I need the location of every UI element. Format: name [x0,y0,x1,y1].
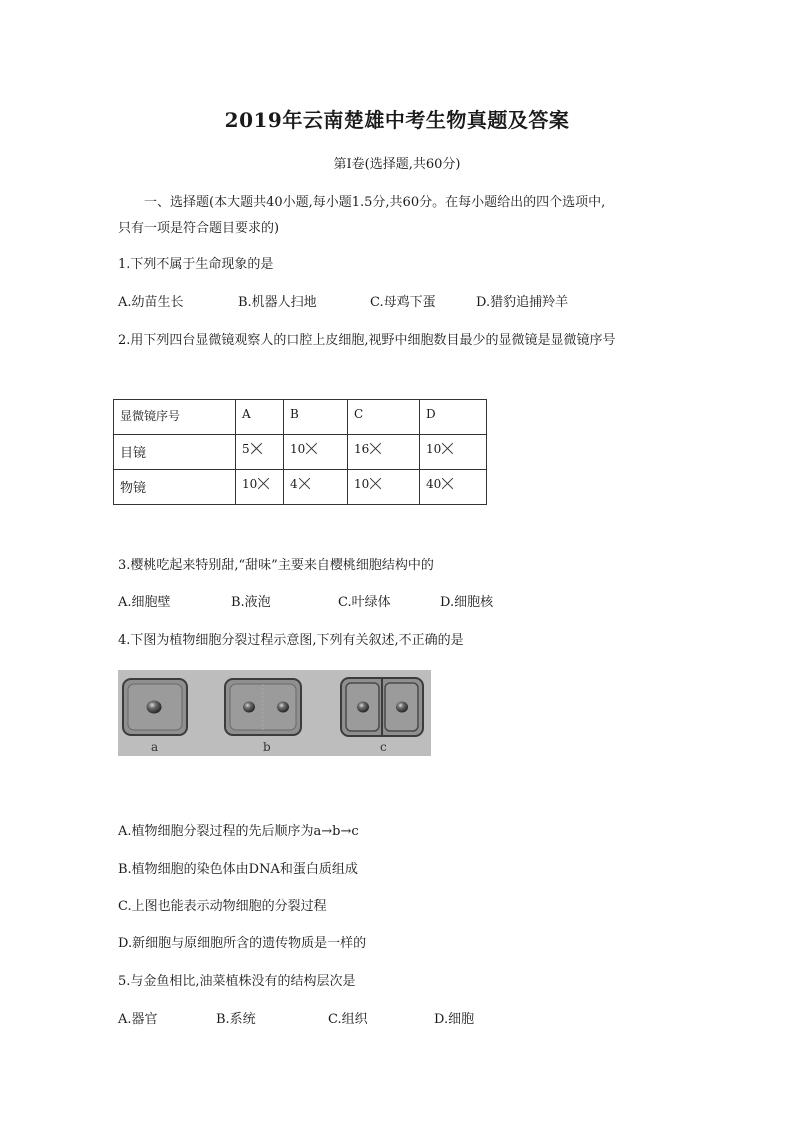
table-row-label: 物镜 [114,470,236,505]
q3-option-a: A.细胞壁 [118,595,171,610]
question-2-stem: 2.用下列四台显微镜观察人的口腔上皮细胞,视野中细胞数目最少的显微镜是显微镜序号 [118,333,616,348]
table-cell [420,470,487,505]
nucleus-icon [396,702,408,713]
table-row [114,435,487,470]
q3-option-d: D.细胞核 [440,595,494,610]
section-intro [118,190,678,242]
question-1-stem: 1.下列不属于生命现象的是 [118,257,274,272]
cell-value: 4 [290,477,298,491]
cell-value: 10 [290,442,306,456]
multiply-icon [299,477,311,489]
table-header-cell: A [236,400,284,435]
nucleus-icon [357,702,369,713]
figure-label-a: a [151,740,159,754]
q5-option-b: B.系统 [216,1012,256,1027]
table-header-row [114,400,487,435]
multiply-icon [370,477,382,489]
cell-value: 10 [354,477,370,491]
q3-option-b: B.液泡 [231,595,271,610]
cell-value: 10 [426,442,442,456]
intro-line-2: 只有一项是符合题目要求的) [118,221,280,236]
q1-option-b: B.机器人扫地 [238,295,317,310]
table-header-cell: C [348,400,420,435]
q4-option-b: B.植物细胞的染色体由DNA和蛋白质组成 [118,862,358,877]
q1-option-a: A.幼苗生长 [118,295,184,310]
q3-option-c: C.叶绿体 [338,595,391,610]
table-cell [236,435,284,470]
q5-option-d: D.细胞 [434,1012,475,1027]
cell-value: 10 [242,477,258,491]
table-cell [284,435,348,470]
table-header-cell: B [284,400,348,435]
table-row [114,470,487,505]
multiply-icon [251,442,263,454]
q4-option-d: D.新细胞与原细胞所含的遗传物质是一样的 [118,936,367,951]
table-header-cell: 显微镜序号 [114,400,236,435]
question-5-stem: 5.与金鱼相比,油菜植株没有的结构层次是 [118,974,356,989]
page-title: 2019年云南楚雄中考生物真题及答案 [224,108,570,132]
microscope-table [113,399,487,505]
multiply-icon [306,442,318,454]
q1-option-c: C.母鸡下蛋 [370,295,436,310]
table-cell [236,470,284,505]
figure-label-c: c [380,740,387,754]
nucleus-icon [277,702,289,713]
cell-division-figure [118,670,431,756]
multiply-icon [442,477,454,489]
multiply-icon [258,477,270,489]
cell-value: 40 [426,477,442,491]
nucleus-icon [147,701,162,714]
cell-c [341,678,423,736]
figure-label-b: b [263,740,271,754]
intro-line-1: 一、选择题(本大题共40小题,每小题1.5分,共60分。在每小题给出的四个选项中, [144,195,606,210]
table-cell [284,470,348,505]
nucleus-icon [243,702,255,713]
multiply-icon [442,442,454,454]
table-cell [348,435,420,470]
cell-a [123,679,187,735]
cell-b [225,679,301,735]
table-row-label: 目镜 [114,435,236,470]
question-3-stem: 3.樱桃吃起来特别甜,“甜味”主要来自樱桃细胞结构中的 [118,558,434,573]
section-subtitle: 第Ⅰ卷(选择题,共60分) [333,157,461,172]
q5-option-a: A.器官 [118,1012,158,1027]
q5-option-c: C.组织 [328,1012,368,1027]
question-4-stem: 4.下图为植物细胞分裂过程示意图,下列有关叙述,不正确的是 [118,633,464,648]
q4-option-a: A.植物细胞分裂过程的先后顺序为a→b→c [118,824,359,839]
table-cell [420,435,487,470]
table-header-cell: D [420,400,487,435]
q1-option-d: D.猎豹追捕羚羊 [476,295,569,310]
q4-option-c: C.上图也能表示动物细胞的分裂过程 [118,899,327,914]
multiply-icon [370,442,382,454]
table-cell [348,470,420,505]
cell-value: 5 [242,442,250,456]
cell-value: 16 [354,442,370,456]
